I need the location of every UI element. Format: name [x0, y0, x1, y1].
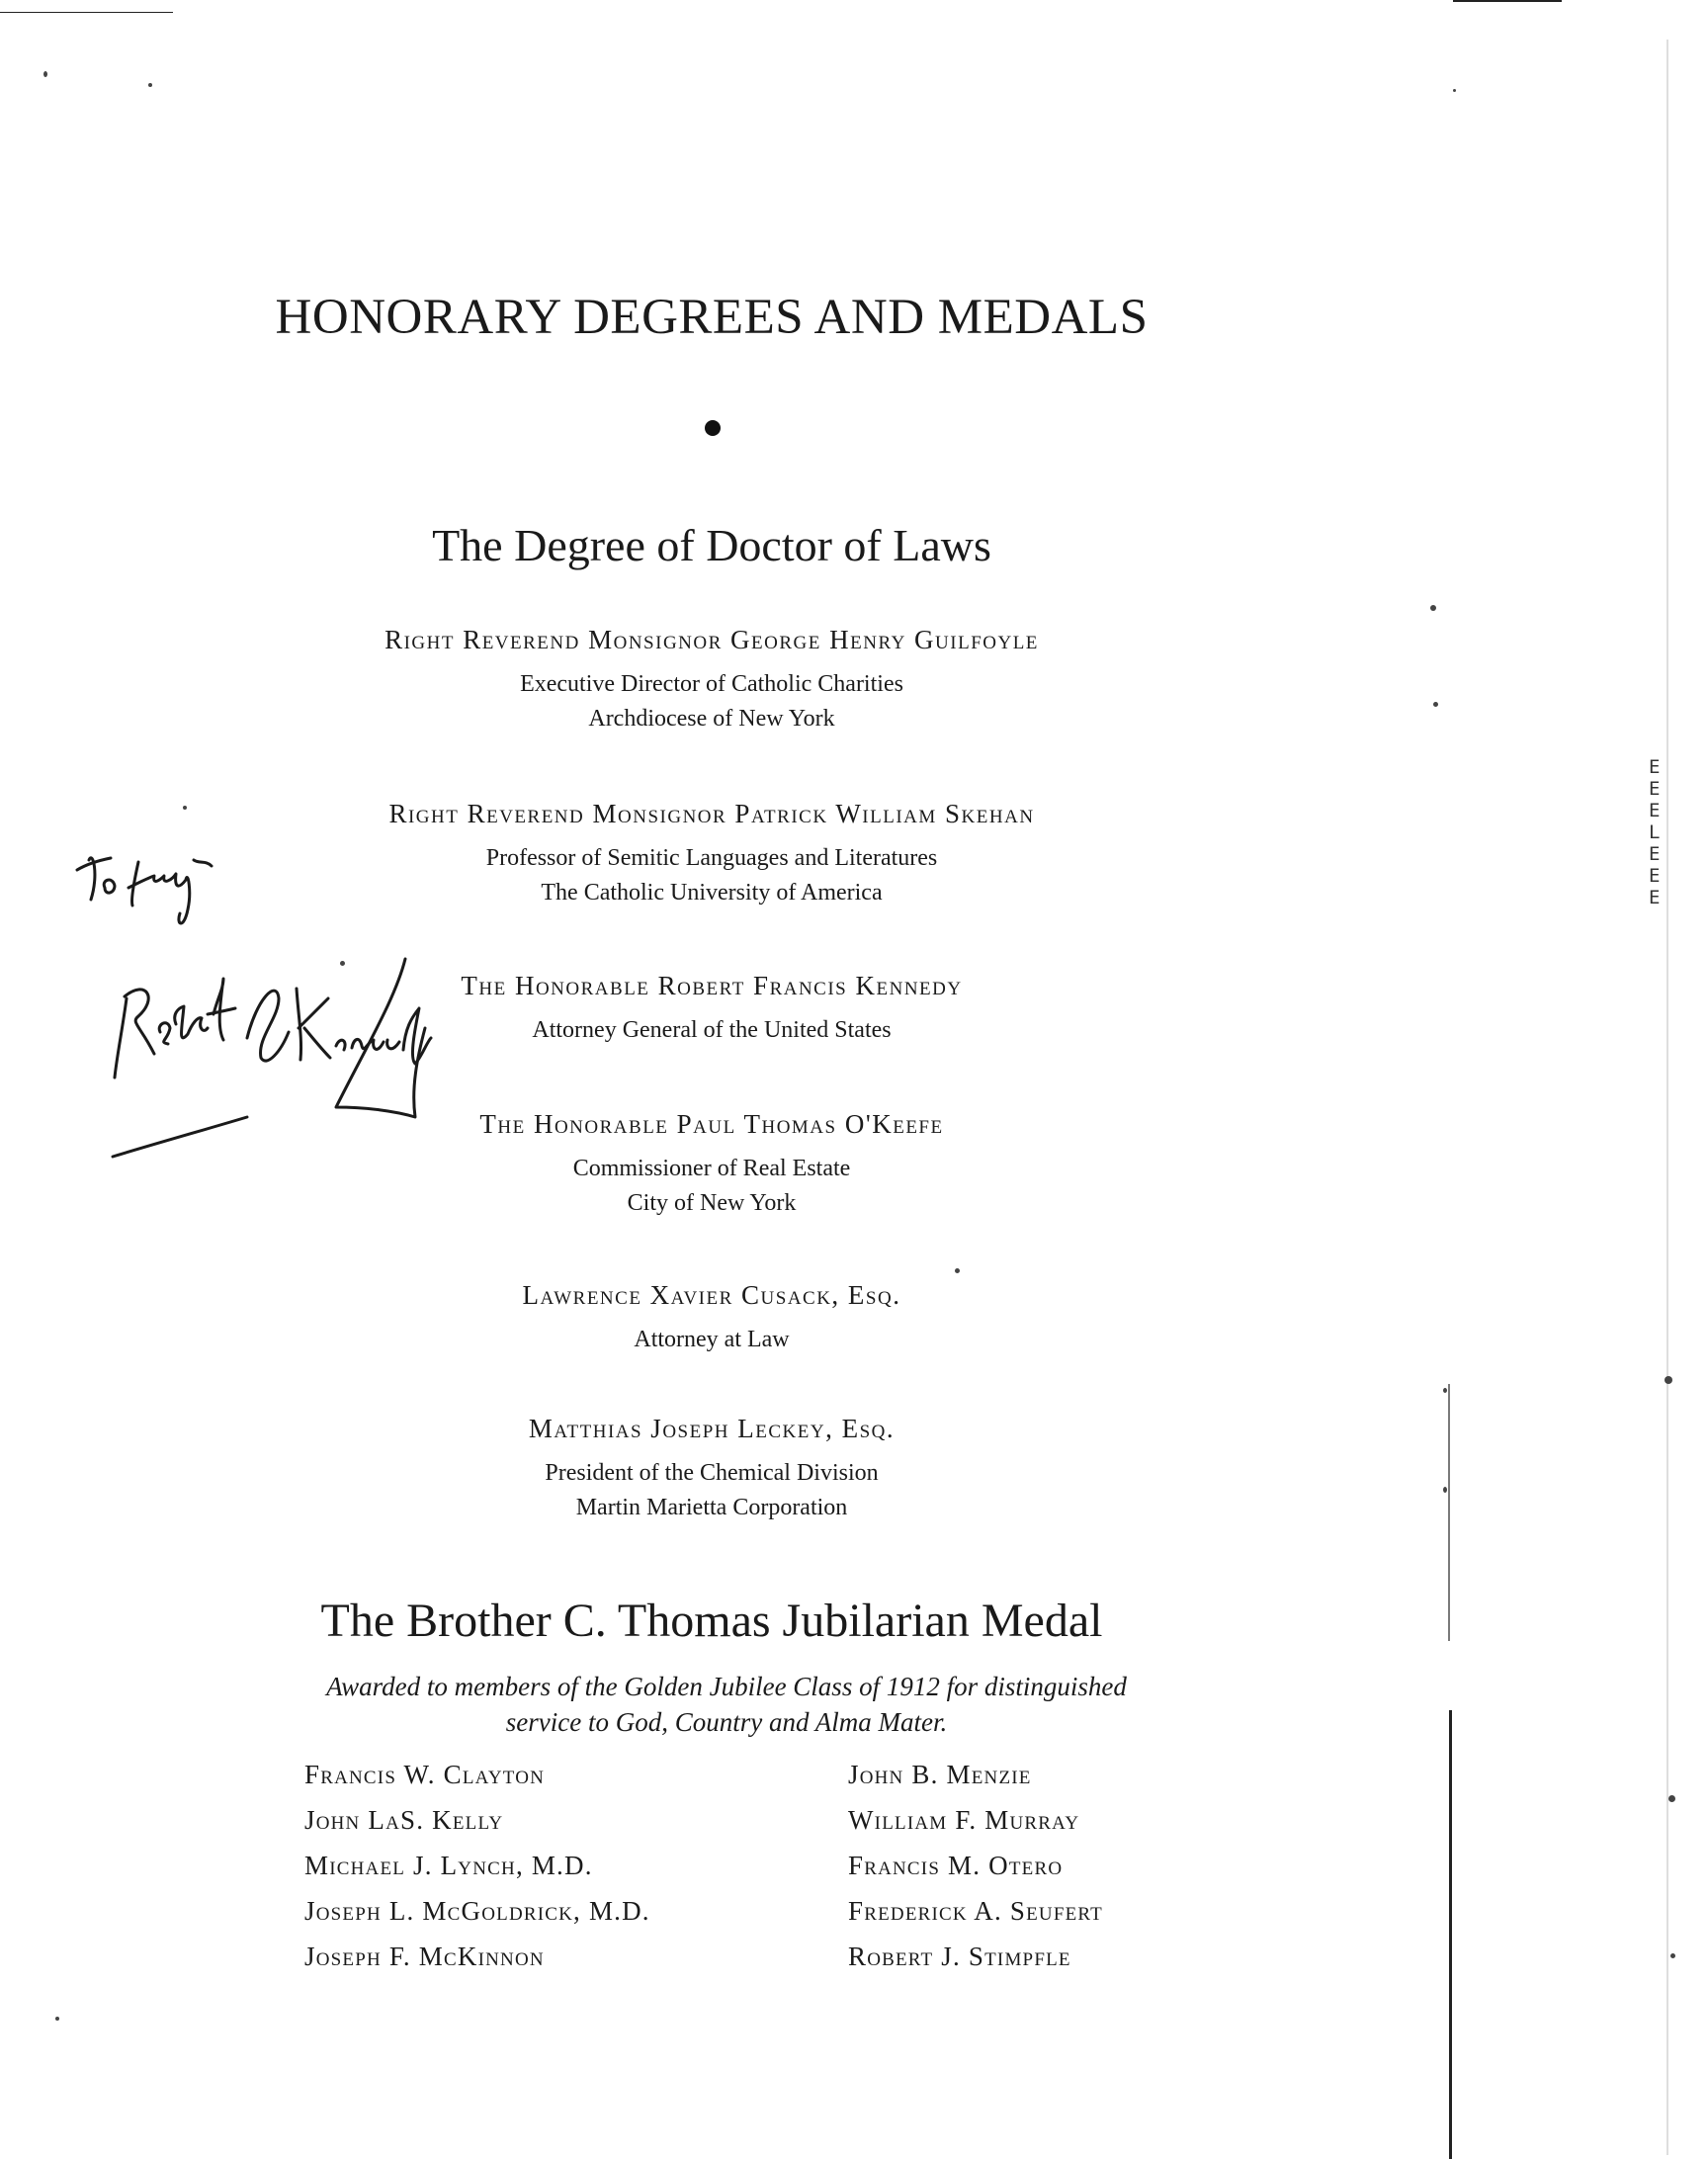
scan-speck [1433, 702, 1438, 707]
recipient-detail: President of the Chemical Division [545, 1460, 879, 1486]
medalist-name: Frederick A. Seufert [848, 1896, 1103, 1926]
medalist-name: Michael J. Lynch, M.D. [304, 1851, 593, 1880]
medalist-list-right [848, 1752, 1103, 1979]
recipient-name: The Honorable Robert Francis Kennedy [461, 971, 963, 1000]
scan-speck [1443, 1487, 1447, 1493]
margin-letter: E [1649, 887, 1661, 908]
scan-speck [43, 71, 47, 77]
medal-subtitle-line: service to God, Country and Alma Mater. [505, 1707, 948, 1737]
recipient-detail: Archdiocese of New York [588, 706, 835, 732]
medalist-name: Joseph F. McKinnon [304, 1942, 545, 1971]
recipient-detail: Attorney General of the United States [532, 1017, 892, 1043]
margin-letter-column [1649, 756, 1660, 908]
scan-edge-line [1449, 1710, 1452, 2159]
scan-speck [183, 806, 187, 810]
scan-edge-line [1666, 40, 1668, 2155]
medalist-name: Francis M. Otero [848, 1851, 1064, 1880]
recipient-detail: Martin Marietta Corporation [575, 1495, 848, 1520]
recipient-detail: Commissioner of Real Estate [572, 1156, 851, 1181]
recipient-name: Right Reverend Monsignor George Henry Guilfoyle [384, 625, 1039, 654]
scan-edge-line [0, 12, 173, 13]
medal-subtitle-line: Awarded to members of the Golden Jubilee Class of 1912 for distinguished [326, 1672, 1127, 1701]
medalist-name: Robert J. Stimpfle [848, 1942, 1071, 1971]
scan-speck [1453, 89, 1456, 92]
recipient-name: Matthias Joseph Leckey, Esq. [528, 1414, 896, 1443]
scan-speck [148, 83, 152, 87]
medalist-name: William F. Murray [848, 1805, 1080, 1835]
scan-speck [1443, 1388, 1447, 1393]
scan-speck [340, 961, 345, 966]
degree-recipient [0, 625, 1423, 736]
medal-heading: The Brother C. Thomas Jubilarian Medal [320, 1595, 1103, 1647]
margin-letter: E [1649, 865, 1661, 887]
scan-speck [1670, 1953, 1675, 1958]
recipient-name: Lawrence Xavier Cusack, Esq. [522, 1280, 901, 1310]
handwritten-signature [69, 830, 484, 1186]
scan-speck [1430, 605, 1436, 611]
recipient-detail: Attorney at Law [634, 1327, 790, 1352]
margin-letter: L [1649, 821, 1661, 843]
margin-letter: E [1649, 756, 1661, 778]
scan-edge-line [1448, 1384, 1450, 1641]
recipient-detail: Professor of Semitic Languages and Literatures [485, 845, 938, 871]
scan-edge-line [1453, 0, 1562, 2]
section-divider-bullet [705, 420, 721, 436]
recipient-detail: Executive Director of Catholic Charities [520, 671, 903, 697]
recipient-detail: City of New York [627, 1190, 797, 1216]
recipient-detail: The Catholic University of America [541, 880, 883, 906]
margin-letter: E [1649, 800, 1661, 821]
medal-subtitle [198, 1669, 1255, 1740]
scan-speck [1665, 1376, 1672, 1384]
recipient-name: The Honorable Paul Thomas O'Keefe [479, 1109, 944, 1139]
scan-speck [955, 1268, 960, 1273]
degree-recipient [0, 1280, 1423, 1357]
medalist-name: John B. Menzie [848, 1760, 1032, 1789]
margin-letter: E [1649, 843, 1661, 865]
page-title: HONORARY DEGREES AND MEDALS [275, 290, 1149, 345]
recipient-name: Right Reverend Monsignor Patrick William Skehan [388, 799, 1035, 828]
medalist-list-left [304, 1752, 650, 1979]
medalist-name: Francis W. Clayton [304, 1760, 546, 1789]
medalist-name: John LaS. Kelly [304, 1805, 504, 1835]
scan-speck [55, 2017, 59, 2021]
scan-speck [1668, 1795, 1675, 1802]
medalist-name: Joseph L. McGoldrick, M.D. [304, 1896, 650, 1926]
margin-letter: E [1649, 778, 1661, 800]
degree-recipient [0, 1414, 1423, 1525]
degree-heading: The Degree of Doctor of Laws [432, 520, 991, 570]
